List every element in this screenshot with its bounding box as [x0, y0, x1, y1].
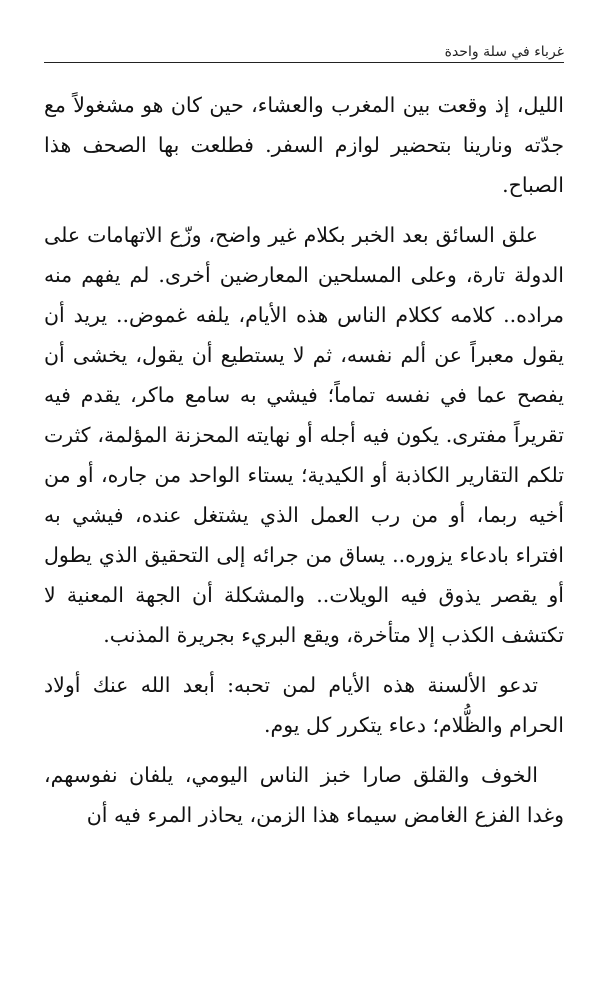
book-page — [44, 30, 564, 980]
running-header — [44, 30, 564, 63]
paragraph-driver-comment: علق السائق بعد الخبر بكلام غير واضح، وزّع الاتهامات على الدولة تارة، وعلى المسلحين المعارضين أخرى. لم يفهم منه مراده.. كلامه ككلام الناس هذه الأيام، يلفه غموض.. يريد أن يقول معبراً عن ألم نفسه، ثم لا يستطيع أن يقول، يخشى أن يفصح عما في نفسه تماماً؛ فيشي به سامع ماكر، يقدم فيه تقريراً مفترى. يكون فيه أجله أو نهايته المحزنة المؤلمة، كثرت تلكم التقارير الكاذبة أو الكيدية؛ يستاء الواحد من جاره، أو من أخيه ربما، أو من رب العمل الذي يشتغل عنده، فيشي به افتراء بادعاء يزوره.. يساق من جرائه إلى التحقيق الذي يطول أو يقصر يذوق فيه الويلات.. والمشكلة أن الجهة المعنية لا تكتشف الكذب إلا متأخرة، ويقع البريء بجريرة المذنب. — [44, 223, 564, 647]
paragraph-fear: الخوف والقلق صارا خبز الناس اليومي، يلفان نفوسهم، وغدا الفزع الغامض سيماء هذا الزمن، يحاذر المرء فيه أن — [44, 763, 564, 827]
running-title: غرباء في سلة واحدة — [444, 44, 564, 60]
paragraph-prayer: تدعو الألسنة هذه الأيام لمن تحبه: أبعد الله عنك أولاد الحرام والظُّلام؛ دعاء يتكرر كل يوم. — [44, 673, 564, 737]
paragraph-continuation: الليل، إذ وقعت بين المغرب والعشاء، حين كان هو مشغولاً مع جدّته ونارينا بتحضير لوازم السفر. فطلعت بها الصحف هذا الصباح. — [44, 93, 564, 197]
page-body — [44, 85, 564, 835]
